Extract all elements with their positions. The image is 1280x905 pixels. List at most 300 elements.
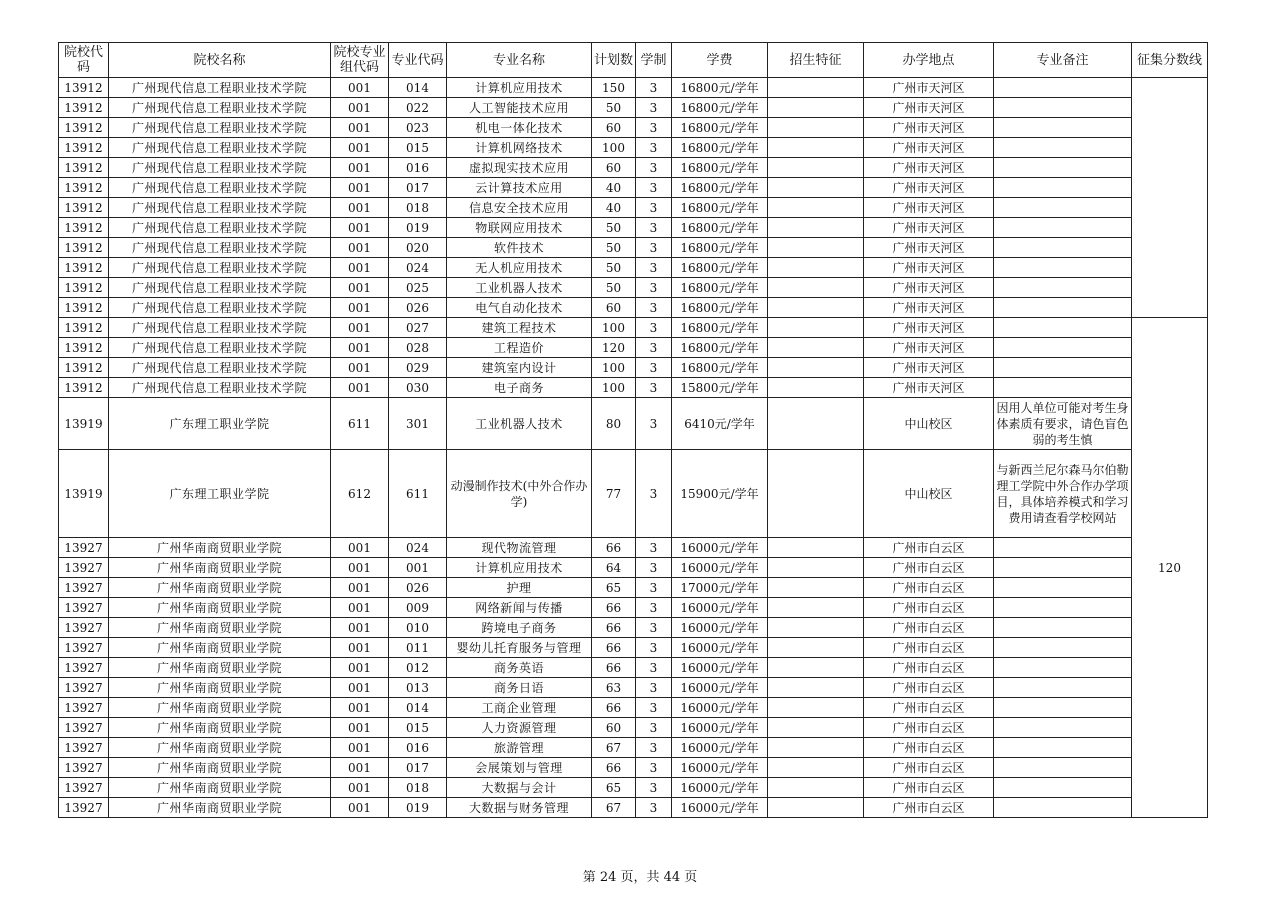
fee-cell: 16800元/学年	[672, 138, 768, 158]
major-name-cell: 建筑工程技术	[447, 318, 592, 338]
feature-cell	[768, 718, 864, 738]
school-name-cell: 广州华南商贸职业学院	[109, 618, 331, 638]
plan-cell: 60	[592, 118, 636, 138]
school-name-cell: 广州现代信息工程职业技术学院	[109, 318, 331, 338]
major-code-cell: 018	[389, 198, 447, 218]
note-cell	[994, 358, 1132, 378]
table-row	[59, 278, 1208, 298]
plan-cell: 60	[592, 298, 636, 318]
school-name-cell: 广州华南商贸职业学院	[109, 578, 331, 598]
school-code-cell: 13912	[59, 258, 109, 278]
plan-cell: 50	[592, 238, 636, 258]
note-cell	[994, 538, 1132, 558]
school-code-cell: 13927	[59, 678, 109, 698]
location-cell: 广州市白云区	[864, 698, 994, 718]
major-code-cell: 018	[389, 778, 447, 798]
years-cell: 3	[636, 778, 672, 798]
years-cell: 3	[636, 218, 672, 238]
score-line-cell	[1132, 78, 1208, 318]
major-name-cell: 无人机应用技术	[447, 258, 592, 278]
fee-cell: 16800元/学年	[672, 218, 768, 238]
major-code-cell: 019	[389, 218, 447, 238]
note-cell	[994, 598, 1132, 618]
note-cell	[994, 638, 1132, 658]
major-code-cell: 025	[389, 278, 447, 298]
note-cell	[994, 738, 1132, 758]
fee-cell: 16800元/学年	[672, 118, 768, 138]
major-name-cell: 商务日语	[447, 678, 592, 698]
feature-cell	[768, 638, 864, 658]
header-major-name: 专业名称	[447, 43, 592, 78]
location-cell: 中山校区	[864, 398, 994, 450]
group-code-cell: 001	[331, 338, 389, 358]
school-name-cell: 广州华南商贸职业学院	[109, 718, 331, 738]
school-name-cell: 广州现代信息工程职业技术学院	[109, 298, 331, 318]
table-row	[59, 578, 1208, 598]
table-row	[59, 698, 1208, 718]
group-code-cell: 001	[331, 758, 389, 778]
feature-cell	[768, 78, 864, 98]
major-name-cell: 会展策划与管理	[447, 758, 592, 778]
school-code-cell: 13919	[59, 450, 109, 538]
school-name-cell: 广州现代信息工程职业技术学院	[109, 378, 331, 398]
school-name-cell: 广州现代信息工程职业技术学院	[109, 118, 331, 138]
fee-cell: 15900元/学年	[672, 450, 768, 538]
score-line-cell: 120	[1132, 318, 1208, 818]
table-row	[59, 178, 1208, 198]
years-cell: 3	[636, 318, 672, 338]
table-row	[59, 298, 1208, 318]
table-header-row	[59, 43, 1208, 78]
school-code-cell: 13927	[59, 658, 109, 678]
years-cell: 3	[636, 578, 672, 598]
group-code-cell: 001	[331, 658, 389, 678]
group-code-cell: 001	[331, 798, 389, 818]
plan-cell: 63	[592, 678, 636, 698]
table-row	[59, 218, 1208, 238]
table-row	[59, 778, 1208, 798]
table-row	[59, 558, 1208, 578]
feature-cell	[768, 178, 864, 198]
group-code-cell: 001	[331, 618, 389, 638]
feature-cell	[768, 398, 864, 450]
fee-cell: 16000元/学年	[672, 558, 768, 578]
header-school-name: 院校名称	[109, 43, 331, 78]
feature-cell	[768, 138, 864, 158]
location-cell: 广州市白云区	[864, 718, 994, 738]
years-cell: 3	[636, 538, 672, 558]
years-cell: 3	[636, 158, 672, 178]
group-code-cell: 001	[331, 158, 389, 178]
location-cell: 广州市白云区	[864, 578, 994, 598]
plan-cell: 80	[592, 398, 636, 450]
fee-cell: 16000元/学年	[672, 598, 768, 618]
plan-cell: 67	[592, 798, 636, 818]
feature-cell	[768, 538, 864, 558]
note-cell	[994, 718, 1132, 738]
table-row	[59, 78, 1208, 98]
school-name-cell: 广州华南商贸职业学院	[109, 538, 331, 558]
location-cell: 广州市天河区	[864, 178, 994, 198]
school-name-cell: 广州华南商贸职业学院	[109, 658, 331, 678]
table-row	[59, 398, 1208, 450]
years-cell: 3	[636, 198, 672, 218]
plan-cell: 150	[592, 78, 636, 98]
note-cell	[994, 178, 1132, 198]
table-row	[59, 618, 1208, 638]
plan-cell: 50	[592, 98, 636, 118]
group-code-cell: 001	[331, 718, 389, 738]
header-location: 办学地点	[864, 43, 994, 78]
major-code-cell: 020	[389, 238, 447, 258]
school-code-cell: 13927	[59, 638, 109, 658]
school-name-cell: 广州现代信息工程职业技术学院	[109, 218, 331, 238]
major-name-cell: 工业机器人技术	[447, 278, 592, 298]
years-cell: 3	[636, 738, 672, 758]
location-cell: 广州市天河区	[864, 298, 994, 318]
note-cell	[994, 558, 1132, 578]
major-code-cell: 012	[389, 658, 447, 678]
major-code-cell: 014	[389, 78, 447, 98]
location-cell: 广州市白云区	[864, 678, 994, 698]
fee-cell: 16000元/学年	[672, 538, 768, 558]
location-cell: 广州市天河区	[864, 238, 994, 258]
major-name-cell: 软件技术	[447, 238, 592, 258]
school-code-cell: 13912	[59, 358, 109, 378]
fee-cell: 16000元/学年	[672, 678, 768, 698]
school-code-cell: 13912	[59, 338, 109, 358]
fee-cell: 16800元/学年	[672, 358, 768, 378]
fee-cell: 16800元/学年	[672, 78, 768, 98]
major-code-cell: 015	[389, 718, 447, 738]
location-cell: 广州市白云区	[864, 738, 994, 758]
note-cell	[994, 98, 1132, 118]
table-row	[59, 318, 1208, 338]
fee-cell: 15800元/学年	[672, 378, 768, 398]
school-code-cell: 13927	[59, 798, 109, 818]
major-name-cell: 工程造价	[447, 338, 592, 358]
years-cell: 3	[636, 358, 672, 378]
plan-cell: 100	[592, 318, 636, 338]
school-name-cell: 广州现代信息工程职业技术学院	[109, 238, 331, 258]
school-code-cell: 13912	[59, 98, 109, 118]
fee-cell: 16800元/学年	[672, 198, 768, 218]
major-name-cell: 人力资源管理	[447, 718, 592, 738]
page-footer: 第 24 页，共 44 页	[582, 870, 698, 885]
note-cell	[994, 138, 1132, 158]
table-row	[59, 450, 1208, 538]
major-name-cell: 人工智能技术应用	[447, 98, 592, 118]
table-row	[59, 638, 1208, 658]
note-cell	[994, 278, 1132, 298]
plan-cell: 66	[592, 758, 636, 778]
major-name-cell: 计算机应用技术	[447, 78, 592, 98]
fee-cell: 16000元/学年	[672, 638, 768, 658]
note-cell	[994, 118, 1132, 138]
plan-cell: 77	[592, 450, 636, 538]
plan-cell: 67	[592, 738, 636, 758]
feature-cell	[768, 450, 864, 538]
major-code-cell: 023	[389, 118, 447, 138]
location-cell: 广州市天河区	[864, 218, 994, 238]
major-code-cell: 017	[389, 758, 447, 778]
school-code-cell: 13927	[59, 698, 109, 718]
major-code-cell: 017	[389, 178, 447, 198]
table-body	[59, 78, 1208, 818]
plan-cell: 60	[592, 158, 636, 178]
location-cell: 广州市白云区	[864, 618, 994, 638]
years-cell: 3	[636, 278, 672, 298]
school-code-cell: 13927	[59, 778, 109, 798]
major-name-cell: 工业机器人技术	[447, 398, 592, 450]
plan-cell: 66	[592, 698, 636, 718]
feature-cell	[768, 658, 864, 678]
feature-cell	[768, 738, 864, 758]
group-code-cell: 001	[331, 738, 389, 758]
note-cell	[994, 778, 1132, 798]
header-group-code: 院校专业组代码	[331, 43, 389, 78]
location-cell: 广州市天河区	[864, 278, 994, 298]
feature-cell	[768, 198, 864, 218]
plan-cell: 66	[592, 658, 636, 678]
group-code-cell: 001	[331, 138, 389, 158]
location-cell: 广州市白云区	[864, 758, 994, 778]
fee-cell: 16800元/学年	[672, 298, 768, 318]
header-feature: 招生特征	[768, 43, 864, 78]
major-code-cell: 011	[389, 638, 447, 658]
school-code-cell: 13927	[59, 718, 109, 738]
major-name-cell: 商务英语	[447, 658, 592, 678]
years-cell: 3	[636, 450, 672, 538]
header-fee: 学费	[672, 43, 768, 78]
feature-cell	[768, 758, 864, 778]
major-name-cell: 虚拟现实技术应用	[447, 158, 592, 178]
group-code-cell: 001	[331, 258, 389, 278]
table-row	[59, 798, 1208, 818]
group-code-cell: 001	[331, 358, 389, 378]
plan-cell: 50	[592, 258, 636, 278]
location-cell: 广州市天河区	[864, 358, 994, 378]
school-name-cell: 广东理工职业学院	[109, 398, 331, 450]
table-row	[59, 378, 1208, 398]
note-cell	[994, 338, 1132, 358]
major-code-cell: 029	[389, 358, 447, 378]
header-plan: 计划数	[592, 43, 636, 78]
header-major-code: 专业代码	[389, 43, 447, 78]
major-code-cell: 030	[389, 378, 447, 398]
fee-cell: 16000元/学年	[672, 758, 768, 778]
school-name-cell: 广州华南商贸职业学院	[109, 558, 331, 578]
plan-cell: 100	[592, 138, 636, 158]
group-code-cell: 001	[331, 178, 389, 198]
years-cell: 3	[636, 398, 672, 450]
school-code-cell: 13912	[59, 318, 109, 338]
school-code-cell: 13927	[59, 738, 109, 758]
school-name-cell: 广州华南商贸职业学院	[109, 738, 331, 758]
location-cell: 广州市天河区	[864, 98, 994, 118]
plan-cell: 66	[592, 598, 636, 618]
group-code-cell: 001	[331, 698, 389, 718]
fee-cell: 16800元/学年	[672, 258, 768, 278]
feature-cell	[768, 598, 864, 618]
school-code-cell: 13927	[59, 538, 109, 558]
feature-cell	[768, 118, 864, 138]
table-row	[59, 738, 1208, 758]
plan-cell: 100	[592, 358, 636, 378]
note-cell	[994, 198, 1132, 218]
feature-cell	[768, 378, 864, 398]
school-code-cell: 13912	[59, 278, 109, 298]
major-code-cell: 026	[389, 298, 447, 318]
school-name-cell: 广州现代信息工程职业技术学院	[109, 98, 331, 118]
fee-cell: 16800元/学年	[672, 238, 768, 258]
school-code-cell: 13912	[59, 198, 109, 218]
header-years: 学制	[636, 43, 672, 78]
school-name-cell: 广州现代信息工程职业技术学院	[109, 338, 331, 358]
school-code-cell: 13927	[59, 618, 109, 638]
years-cell: 3	[636, 258, 672, 278]
major-name-cell: 护理	[447, 578, 592, 598]
fee-cell: 16800元/学年	[672, 338, 768, 358]
major-name-cell: 机电一体化技术	[447, 118, 592, 138]
major-code-cell: 301	[389, 398, 447, 450]
major-name-cell: 动漫制作技术(中外合作办学)	[447, 450, 592, 538]
school-code-cell: 13912	[59, 178, 109, 198]
fee-cell: 16000元/学年	[672, 798, 768, 818]
plan-cell: 66	[592, 618, 636, 638]
group-code-cell: 001	[331, 538, 389, 558]
major-name-cell: 信息安全技术应用	[447, 198, 592, 218]
years-cell: 3	[636, 658, 672, 678]
school-name-cell: 广州现代信息工程职业技术学院	[109, 258, 331, 278]
fee-cell: 6410元/学年	[672, 398, 768, 450]
header-note: 专业备注	[994, 43, 1132, 78]
header-score: 征集分数线	[1132, 43, 1208, 78]
years-cell: 3	[636, 698, 672, 718]
location-cell: 广州市白云区	[864, 658, 994, 678]
school-name-cell: 广州现代信息工程职业技术学院	[109, 178, 331, 198]
major-code-cell: 013	[389, 678, 447, 698]
location-cell: 广州市白云区	[864, 638, 994, 658]
table-row	[59, 718, 1208, 738]
group-code-cell: 001	[331, 578, 389, 598]
years-cell: 3	[636, 138, 672, 158]
years-cell: 3	[636, 238, 672, 258]
fee-cell: 16000元/学年	[672, 718, 768, 738]
group-code-cell: 611	[331, 398, 389, 450]
school-name-cell: 广州现代信息工程职业技术学院	[109, 158, 331, 178]
group-code-cell: 001	[331, 678, 389, 698]
years-cell: 3	[636, 78, 672, 98]
feature-cell	[768, 618, 864, 638]
fee-cell: 16800元/学年	[672, 98, 768, 118]
feature-cell	[768, 218, 864, 238]
fee-cell: 16800元/学年	[672, 158, 768, 178]
group-code-cell: 001	[331, 558, 389, 578]
school-code-cell: 13927	[59, 558, 109, 578]
note-cell: 与新西兰尼尔森马尔伯勒理工学院中外合作办学项目，具体培养模式和学习费用请查看学校网站	[994, 450, 1132, 538]
note-cell	[994, 318, 1132, 338]
fee-cell: 16000元/学年	[672, 698, 768, 718]
feature-cell	[768, 358, 864, 378]
plan-cell: 120	[592, 338, 636, 358]
school-code-cell: 13912	[59, 78, 109, 98]
school-name-cell: 广州华南商贸职业学院	[109, 598, 331, 618]
plan-cell: 100	[592, 378, 636, 398]
location-cell: 广州市白云区	[864, 778, 994, 798]
note-cell	[994, 658, 1132, 678]
major-code-cell: 014	[389, 698, 447, 718]
note-cell: 因用人单位可能对考生身体素质有要求，请色盲色弱的考生慎	[994, 398, 1132, 450]
major-code-cell: 024	[389, 538, 447, 558]
plan-cell: 50	[592, 218, 636, 238]
school-name-cell: 广州华南商贸职业学院	[109, 798, 331, 818]
major-code-cell: 611	[389, 450, 447, 538]
note-cell	[994, 78, 1132, 98]
plan-cell: 40	[592, 198, 636, 218]
feature-cell	[768, 798, 864, 818]
feature-cell	[768, 318, 864, 338]
location-cell: 广州市天河区	[864, 318, 994, 338]
admission-table	[58, 42, 1208, 818]
group-code-cell: 001	[331, 318, 389, 338]
major-code-cell: 016	[389, 738, 447, 758]
location-cell: 广州市天河区	[864, 78, 994, 98]
school-name-cell: 广东理工职业学院	[109, 450, 331, 538]
location-cell: 广州市天河区	[864, 338, 994, 358]
years-cell: 3	[636, 118, 672, 138]
location-cell: 广州市天河区	[864, 258, 994, 278]
location-cell: 广州市白云区	[864, 538, 994, 558]
major-code-cell: 022	[389, 98, 447, 118]
location-cell: 广州市天河区	[864, 378, 994, 398]
major-code-cell: 028	[389, 338, 447, 358]
major-name-cell: 婴幼儿托育服务与管理	[447, 638, 592, 658]
years-cell: 3	[636, 618, 672, 638]
school-code-cell: 13912	[59, 218, 109, 238]
school-code-cell: 13927	[59, 758, 109, 778]
note-cell	[994, 678, 1132, 698]
major-code-cell: 027	[389, 318, 447, 338]
fee-cell: 16800元/学年	[672, 178, 768, 198]
table-row	[59, 598, 1208, 618]
group-code-cell: 001	[331, 238, 389, 258]
major-code-cell: 026	[389, 578, 447, 598]
feature-cell	[768, 678, 864, 698]
feature-cell	[768, 158, 864, 178]
school-code-cell: 13912	[59, 378, 109, 398]
plan-cell: 66	[592, 538, 636, 558]
feature-cell	[768, 338, 864, 358]
feature-cell	[768, 258, 864, 278]
school-code-cell: 13927	[59, 578, 109, 598]
group-code-cell: 612	[331, 450, 389, 538]
years-cell: 3	[636, 678, 672, 698]
school-name-cell: 广州华南商贸职业学院	[109, 698, 331, 718]
table-row	[59, 678, 1208, 698]
note-cell	[994, 298, 1132, 318]
major-code-cell: 024	[389, 258, 447, 278]
note-cell	[994, 158, 1132, 178]
table-row	[59, 118, 1208, 138]
plan-cell: 64	[592, 558, 636, 578]
table-row	[59, 758, 1208, 778]
fee-cell: 17000元/学年	[672, 578, 768, 598]
table-row	[59, 538, 1208, 558]
school-name-cell: 广州现代信息工程职业技术学院	[109, 278, 331, 298]
major-name-cell: 现代物流管理	[447, 538, 592, 558]
major-code-cell: 016	[389, 158, 447, 178]
